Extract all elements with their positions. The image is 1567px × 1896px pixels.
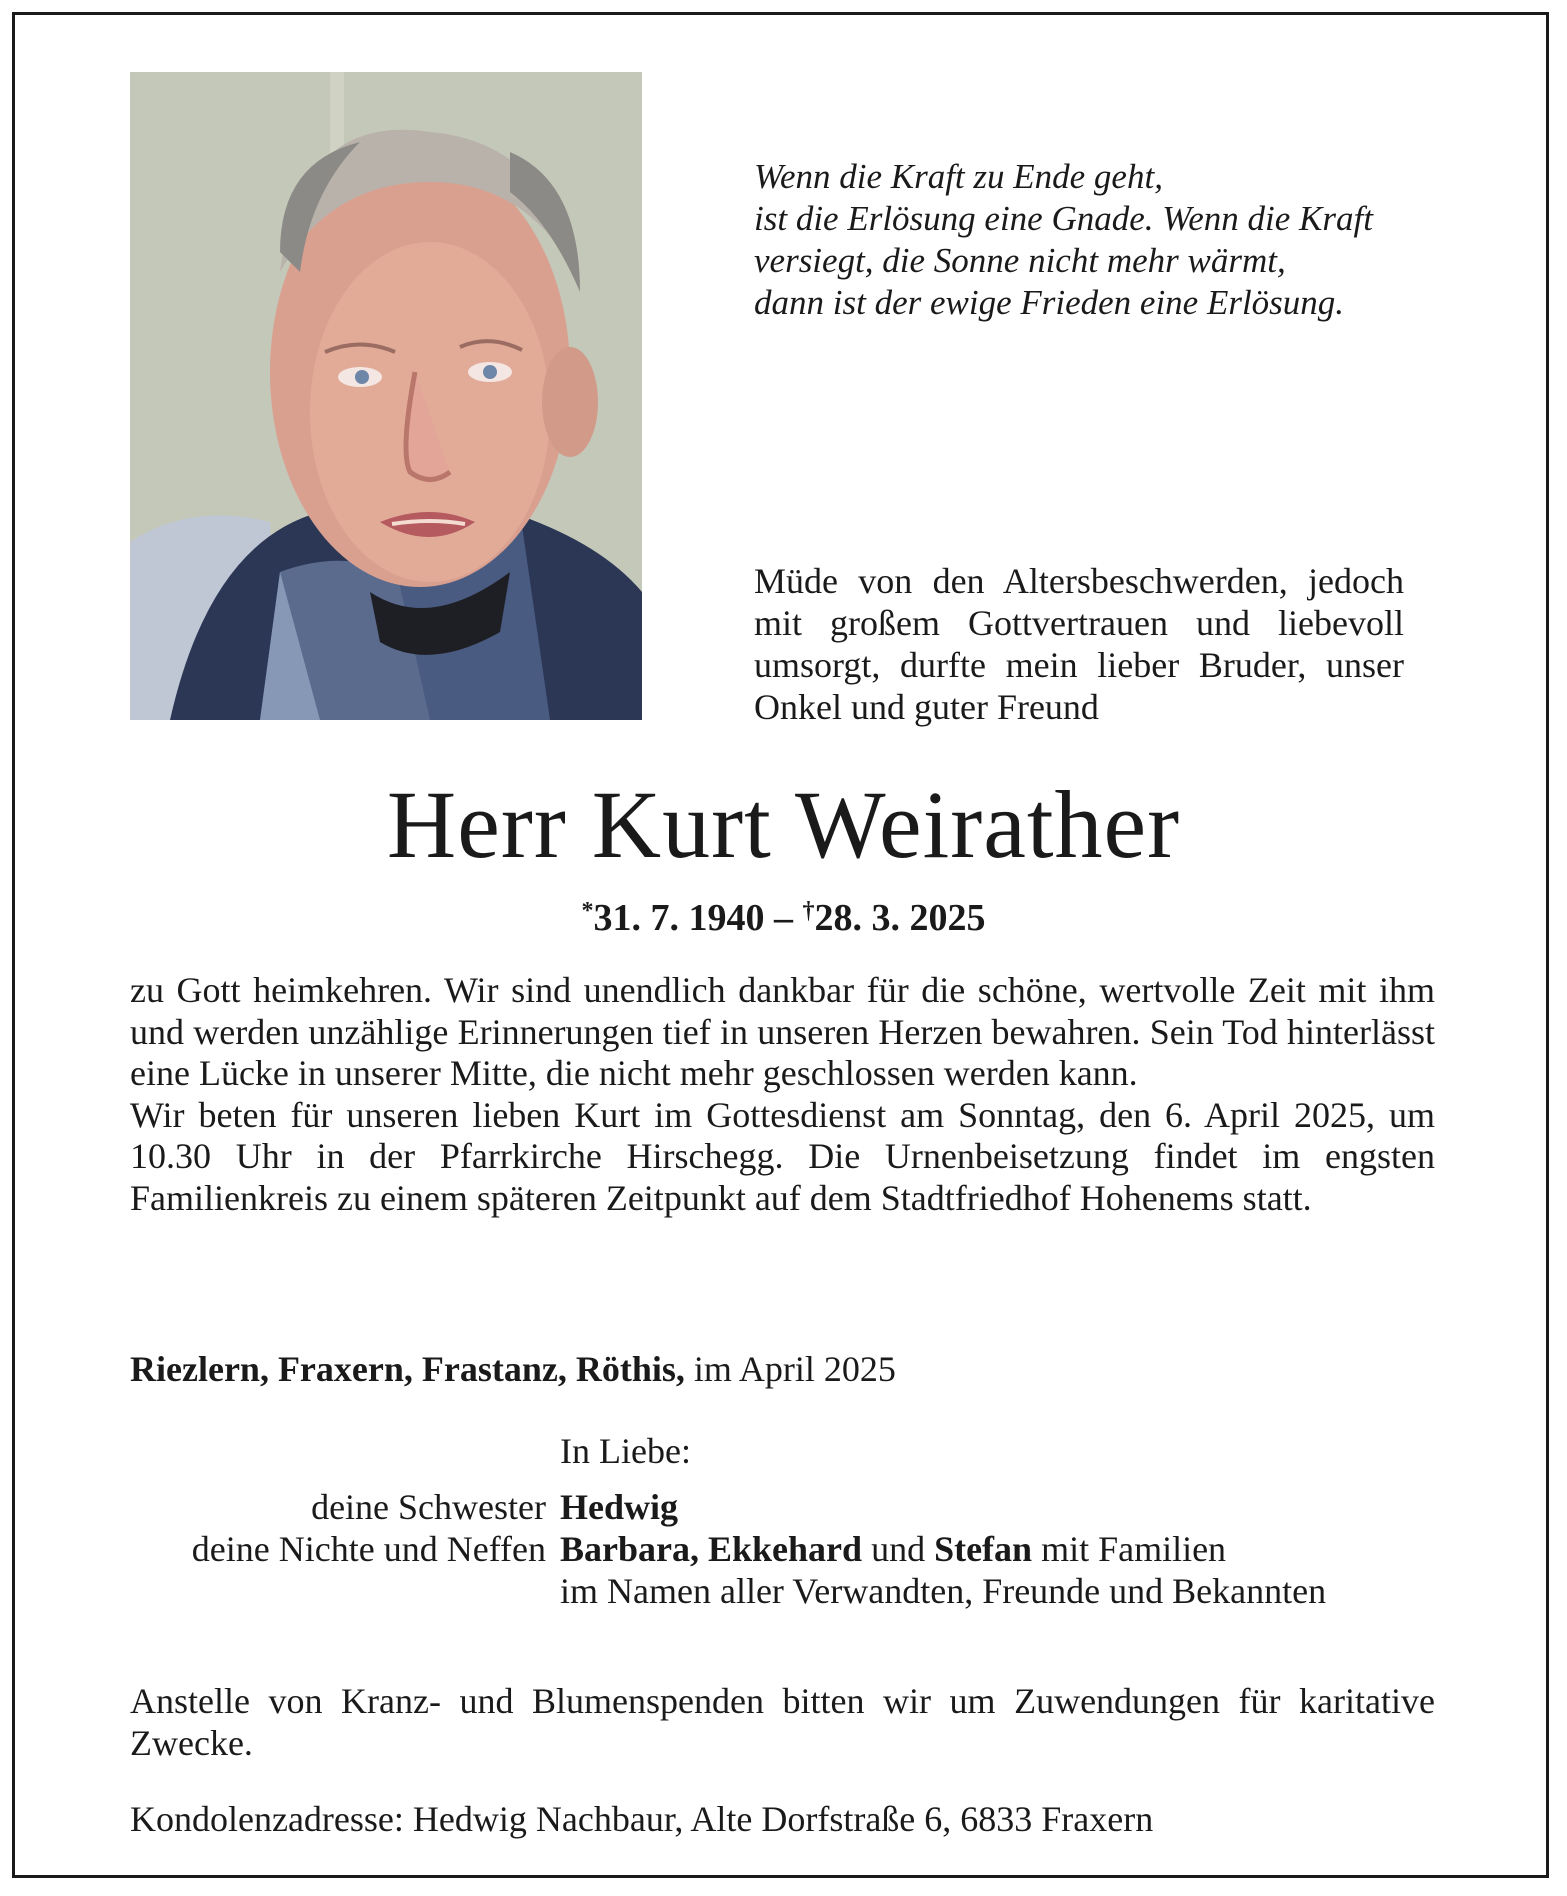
donation-note: Anstelle von Kranz- und Blumenspenden bitten wir um Zuwendungen für karitative Zwecke. xyxy=(130,1681,1435,1763)
in-love-label: In Liebe: xyxy=(560,1431,691,1471)
life-dates xyxy=(0,888,1567,941)
verse-line: ist die Erlösung eine Gnade. Wenn die Kraft xyxy=(754,199,1373,238)
memorial-verse xyxy=(754,156,1474,324)
death-date: 28. 3. 2025 xyxy=(814,897,986,939)
nieces-relation: deine Nichte und Neffen xyxy=(191,1529,546,1569)
verse-line: versiegt, die Sonne nicht mehr wärmt, xyxy=(754,241,1286,280)
place-date-line xyxy=(130,1348,1430,1390)
intro-text: Müde von den Altersbeschwerden, jedoch mit großem Gottvertrauen und liebevoll umsorgt, durfte mein lieber Bruder, unser Onkel und guter Freund xyxy=(754,561,1404,727)
death-mark: † xyxy=(802,898,815,924)
sister-name-text: Hedwig xyxy=(560,1487,679,1527)
notice-date: im April 2025 xyxy=(684,1349,896,1389)
verse-line: Wenn die Kraft zu Ende geht, xyxy=(754,157,1163,196)
body-paragraph: zu Gott heimkehren. Wir sind unendlich dankbar für die schöne, wertvolle Zeit mit ihm und werden unzählige Erinnerungen tief in unseren Herzen bewahren. Sein Tod hinterlässt eine Lücke in unserer Mitte, die nicht mehr geschlossen werden kann. xyxy=(130,970,1435,1093)
condolence-address: Kondolenzadresse: Hedwig Nachbaur, Alte Dorfstraße 6, 6833 Fraxern xyxy=(130,1799,1154,1839)
on-behalf-line: im Namen aller Verwandten, Freunde und Bekannten xyxy=(560,1571,1327,1611)
portrait-illustration xyxy=(130,72,642,720)
nephew-name: Ekkehard xyxy=(708,1529,863,1569)
birth-mark: * xyxy=(581,898,594,924)
portrait-photo xyxy=(130,72,642,720)
niece-name: Barbara, xyxy=(560,1529,699,1569)
sister-name xyxy=(560,1486,678,1528)
body-paragraph: Wir beten für unseren lieben Kurt im Gottesdienst am Sonntag, den 6. April 2025, um 10.30 Uhr in der Pfarrkirche Hirschegg. Die Urnenbeisetzung findet im engsten Familienkreis zu einem späteren Zeitpunkt auf dem Stadtfriedhof Hohenems statt. xyxy=(130,1094,1435,1218)
date-separator: – xyxy=(764,897,803,939)
with-families: mit Familien xyxy=(1032,1529,1227,1569)
obituary-body xyxy=(130,970,1435,1219)
place-names: Riezlern, Fraxern, Frastanz, Röthis, xyxy=(130,1349,685,1389)
sister-relation: deine Schwester xyxy=(311,1487,546,1527)
nephew-name: Stefan xyxy=(934,1529,1033,1569)
verse-line: dann ist der ewige Frieden eine Erlösung. xyxy=(754,283,1345,322)
and-word: und xyxy=(862,1529,935,1569)
birth-date: 31. 7. 1940 xyxy=(593,897,765,939)
nieces-names xyxy=(560,1528,1226,1570)
deceased-name: Herr Kurt Weirather xyxy=(386,771,1181,878)
